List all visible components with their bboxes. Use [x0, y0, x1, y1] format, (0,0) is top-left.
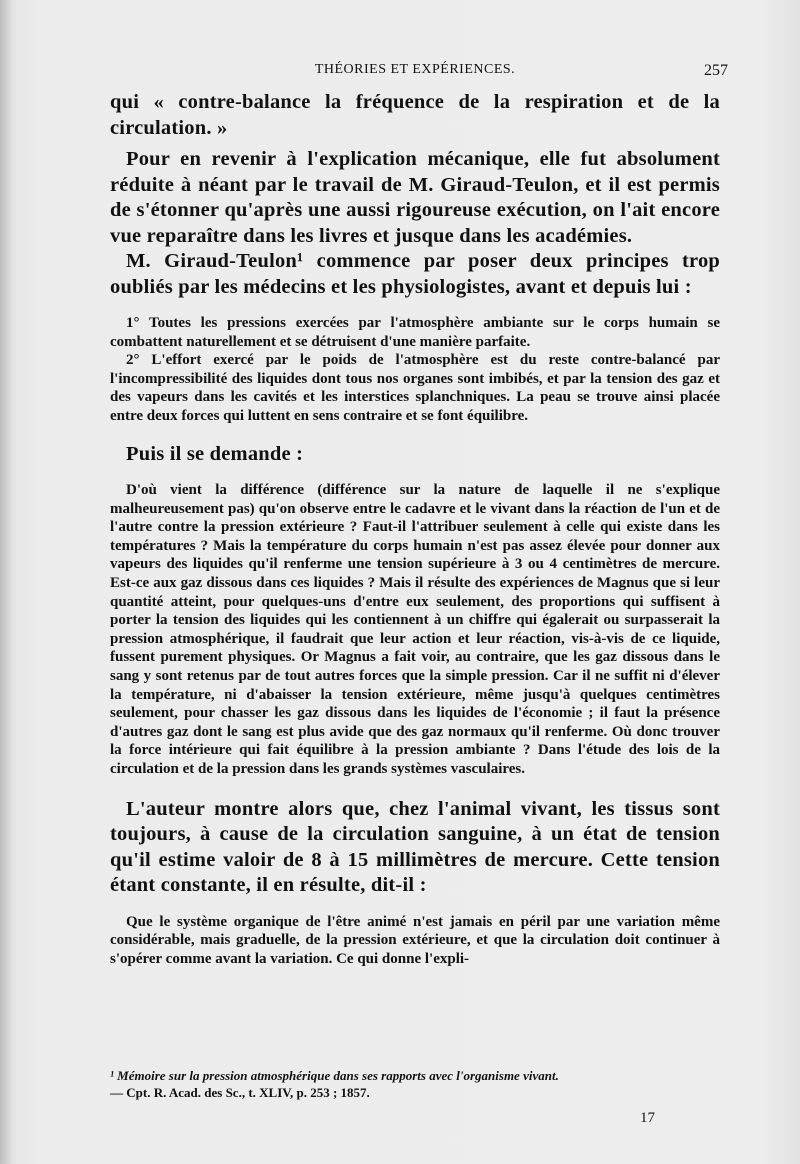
quote-principle-1: 1° Toutes les pressions exercées par l'atmosphère ambiante sur le corps humain se combattent naturellement et se détruisent d'une manière parfaite.: [110, 315, 720, 350]
footnote-title: ¹ Mémoire sur la pression atmosphérique dans ses rapports avec l'organisme vivant.: [110, 1068, 559, 1083]
quote-principle-2: 2° L'effort exercé par le poids de l'atmosphère est du reste contre-balancé par l'incompressibilité des liquides dont tous nos organes sont imbibés, et par la tension des gaz et des vapeurs dans les cavités et les interstices splanchniques. La peau se trouve ainsi placée entre deux forces qui luttent en sens contraire et se font équilibre.: [110, 352, 720, 424]
paragraph-1: qui « contre-balance la fréquence de la respiration et de la circulation. »: [110, 91, 720, 139]
paragraph-2: Pour en revenir à l'explication mécanique, elle fut absolument réduite à néant par le travail de M. Giraud-Teulon, et il est permis de s'étonner qu'après une aussi rigoureuse exécution, on l'ait encore vue reparaître dans les livres et jusque dans les académies.: [110, 148, 720, 247]
paragraph-5: L'auteur montre alors que, chez l'animal vivant, les tissus sont toujours, à cause de la circulation sanguine, à un état de tension qu'il estime valoir de 8 à 15 millimètres de mercure. Cette tension étant constante, il en résulte, dit-il :: [110, 797, 720, 897]
quote-question: D'où vient la différence (différence sur la nature de laquelle il ne s'explique malheureusement pas) qu'on observe entre le cadavre et le vivant dans la réaction de l'un et de l'autre contre la pression extérieure ? Faut-il l'attribuer seulement à celle qui existe dans les températures ? Mais la température du corps humain n'est pas assez élevée pour donner aux vapeurs des liquides qu'il renferme une tension supérieure à 3 ou 4 centimètres de mercure. Est-ce aux gaz dissous dans ces liquides ? Mais il résulte des expériences de Magnus que si leur quantité atteint, pour quelques-uns d'entre eux seulement, des proportions qui suffisent à porter la tension des liquides qui les contiennent à un chiffre qui égalerait ou surpasserait la pression atmosphérique, il faudrait que leur action et leur réaction, vis-à-vis de ce liquide, fussent purement physiques. Or Magnus a fait voir, au contraire, que les gaz dissous dans le sang y sont retenus par de tout autres forces que la simple pression. Car il ne suffit ni d'élever la température, ni d'abaisser la tension extérieure, même jusqu'à quelques centimètres seulement, pour chasser les gaz dissous dans les liquides de l'économie ; il faut la présence d'autres gaz dont le sang est plus avide que des gaz normaux qu'il renferme. Où donc trouver la force intérieure qui fait équilibre à la pression ambiante ? Dans l'étude des lois de la circulation et de la pression dans les grands systèmes vasculaires.: [110, 482, 720, 777]
footnote-reference: — Cpt. R. Acad. des Sc., t. XLIV, p. 253 ; 1857.: [110, 1085, 370, 1100]
signature-mark: 17: [640, 1110, 655, 1126]
running-head: THÉORIES ET EXPÉRIENCES.: [314, 62, 516, 77]
footnote: [110, 1067, 720, 1101]
paragraph-4: Puis il se demande :: [126, 442, 304, 465]
page-number: 257: [704, 62, 728, 79]
page-header: [110, 62, 728, 84]
quote-consequence: Que le système organique de l'être animé n'est jamais en péril par une variation même considérable, mais graduelle, de la pression extérieure, et que la circulation doit continuer à s'opérer comme avant la variation. Ce qui donne l'expli-: [110, 913, 720, 967]
body-text: [110, 90, 720, 968]
paragraph-3: M. Giraud-Teulon¹ commence par poser deux principes trop oubliés par les médecins et les physiologistes, avant et depuis lui :: [110, 250, 720, 298]
